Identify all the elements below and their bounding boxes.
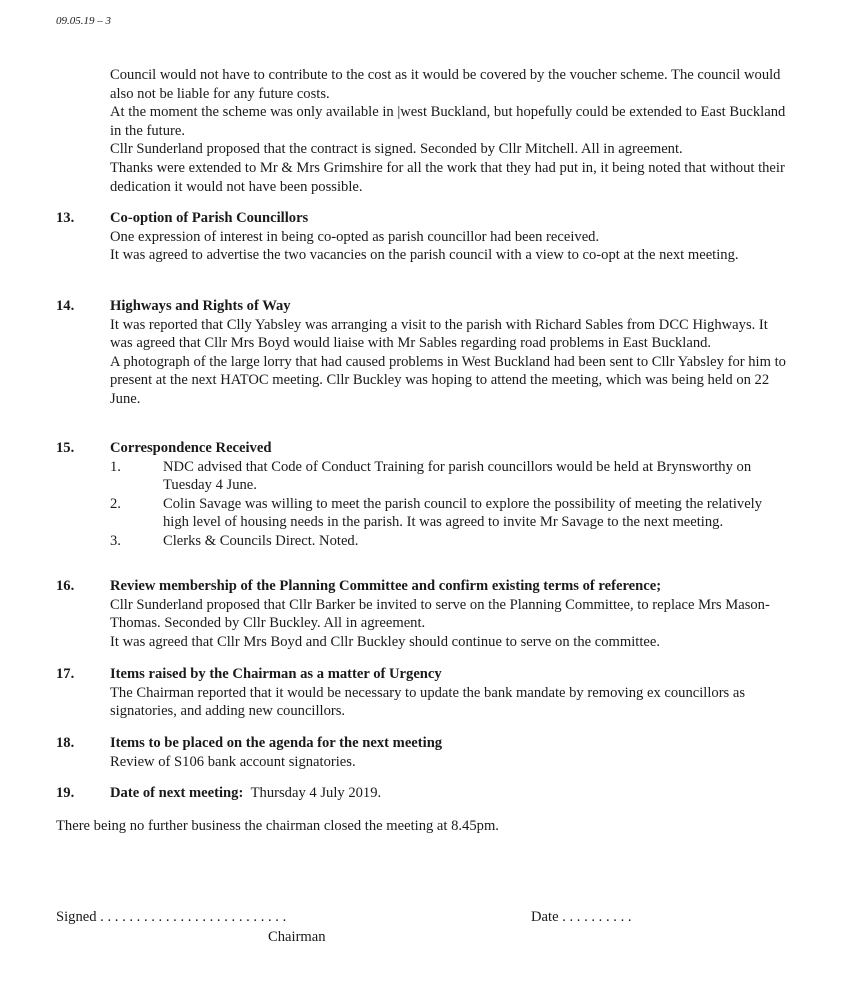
correspondence-subitem xyxy=(110,532,790,551)
item-heading: Highways and Rights of Way xyxy=(110,298,291,314)
item-paragraph: The Chairman reported that it would be necessary to update the bank mandate by removing ex councillors as signatories, and adding new councillors. xyxy=(110,684,746,720)
item-paragraph: It was reported that Clly Yabsley was arranging a visit to the parish with Richard Sables from DCC Highways. It was agreed that Cllr Mrs Boyd would liaise with Mr Sables regarding road problems in East Buckland. xyxy=(110,316,768,352)
correspondence-subitem xyxy=(110,495,790,532)
item-number: 17. xyxy=(56,666,75,682)
intro-paragraph: Cllr Sunderland proposed that the contract is signed. Seconded by Cllr Mitchell. All in agreement. xyxy=(110,141,683,158)
item-heading: Review membership of the Planning Committee and confirm existing terms of reference; xyxy=(110,578,662,594)
item-heading: Co-option of Parish Councillors xyxy=(110,210,309,226)
item-number: 13. xyxy=(56,210,75,226)
item-number: 15. xyxy=(56,440,75,456)
subitem-number: 1. xyxy=(110,458,121,475)
subitem-text: Clerks & Councils Direct. Noted. xyxy=(163,532,359,549)
subitem-number: 2. xyxy=(110,495,121,512)
item-number: 14. xyxy=(56,298,75,314)
item-heading: Correspondence Received xyxy=(110,440,272,456)
item-paragraph: One expression of interest in being co-opted as parish councillor had been received. xyxy=(110,228,600,245)
chairman-label: Chairman xyxy=(268,929,326,945)
item-paragraph: It was agreed that Cllr Mrs Boyd and Cllr Buckley should continue to serve on the committee. xyxy=(110,633,660,650)
next-meeting-date: Thursday 4 July 2019. xyxy=(250,785,382,801)
item-paragraph: Cllr Sunderland proposed that Cllr Barker be invited to serve on the Planning Committee, to replace Mrs Mason-Thomas. Seconded by Cllr Buckley. All in agreement. xyxy=(110,596,770,632)
closing-statement: There being no further business the chairman closed the meeting at 8.45pm. xyxy=(56,818,499,834)
next-meeting xyxy=(110,784,790,803)
subitem-text: Colin Savage was willing to meet the parish council to explore the possibility of meeting the relatively high level of housing needs in the parish. It was agreed to invite Mr Savage to the next meeting. xyxy=(163,495,763,531)
intro-paragraph: Council would not have to contribute to the cost as it would be covered by the voucher scheme. The council would also not be liable for any future costs. xyxy=(110,67,781,102)
item-heading: Items to be placed on the agenda for the next meeting xyxy=(110,735,443,751)
item-number: 19. xyxy=(56,785,75,801)
item-number: 16. xyxy=(56,578,75,594)
item-heading: Date of next meeting: xyxy=(110,785,244,801)
subitem-text: NDC advised that Code of Conduct Training for parish councillors would be held at Brynsworthy on Tuesday 4 June. xyxy=(163,458,752,494)
page-reference: 09.05.19 – 3 xyxy=(56,15,111,27)
intro-section xyxy=(110,66,790,196)
subitem-number: 3. xyxy=(110,532,121,549)
intro-paragraph: At the moment the scheme was only available in |west Buckland, but hopefully could be extended to East Buckland in the future. xyxy=(110,104,786,139)
item-paragraph: Review of S106 bank account signatories. xyxy=(110,753,356,770)
item-number: 18. xyxy=(56,735,75,751)
correspondence-subitem xyxy=(110,458,790,495)
signed-line: Signed . . . . . . . . . . . . . . . . . . . . . . . . . . xyxy=(56,909,287,925)
date-line: Date . . . . . . . . . . xyxy=(531,909,632,925)
item-paragraph: A photograph of the large lorry that had caused problems in West Buckland had been sent to Cllr Yabsley for him to present at the next HATOC meeting. Cllr Buckley was hoping to attend the meeting, which was being held on 22 June. xyxy=(110,353,786,407)
item-paragraph: It was agreed to advertise the two vacancies on the parish council with a view to co-opt at the next meeting. xyxy=(110,247,739,264)
item-heading: Items raised by the Chairman as a matter of Urgency xyxy=(110,666,442,682)
intro-paragraph: Thanks were extended to Mr & Mrs Grimshire for all the work that they had put in, it being noted that without their dedication it would not have been possible. xyxy=(110,159,785,195)
